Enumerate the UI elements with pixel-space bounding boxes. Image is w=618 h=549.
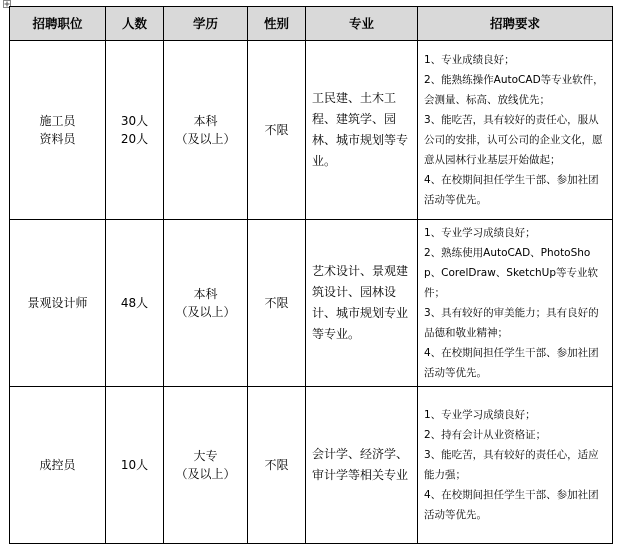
- header-gender: 性别: [248, 7, 306, 41]
- header-requirements: 招聘要求: [418, 7, 613, 41]
- header-major: 专业: [306, 7, 418, 41]
- requirements-cell: 1、专业学习成绩良好； 2、熟练使用AutoCAD、PhotoShop、CorelDraw、SketchUp等专业软件； 3、具有较好的审美能力；具有良好的品德和敬业精神； 4、在校期间担任学生干部、参加社团活动等优先。: [418, 220, 613, 387]
- education-cell: 大专 （及以上）: [164, 387, 248, 544]
- requirements-cell: 1、专业学习成绩良好； 2、持有会计从业资格证； 3、能吃苦，具有较好的责任心，适应能力强； 4、在校期间担任学生干部、参加社团活动等优先。: [418, 387, 613, 544]
- header-education: 学历: [164, 7, 248, 41]
- gender-cell: 不限: [248, 220, 306, 387]
- position-cell: 施工员 资料员: [10, 41, 106, 220]
- position-cell: 景观设计师: [10, 220, 106, 387]
- header-row: [10, 7, 613, 41]
- table-row: [10, 41, 613, 220]
- requirements-cell: 1、专业成绩良好； 2、能熟练操作AutoCAD等专业软件，会测量、标高、放线优先； 3、能吃苦，具有较好的责任心，服从公司的安排，认可公司的企业文化，愿意从园林行业基层开始做起； 4、在校期间担任学生干部、参加社团活动等优先。: [418, 41, 613, 220]
- position-cell: 成控员: [10, 387, 106, 544]
- header-position: 招聘职位: [10, 7, 106, 41]
- count-cell: 10人: [106, 387, 164, 544]
- education-cell: 本科 （及以上）: [164, 41, 248, 220]
- header-count: 人数: [106, 7, 164, 41]
- major-cell: 艺术设计、景观建筑设计、园林设计、城市规划专业等专业。: [306, 220, 418, 387]
- gender-cell: 不限: [248, 41, 306, 220]
- count-cell: 30人 20人: [106, 41, 164, 220]
- table-row: [10, 387, 613, 544]
- table-row: [10, 220, 613, 387]
- recruitment-table: [9, 6, 613, 544]
- education-cell: 本科 （及以上）: [164, 220, 248, 387]
- major-cell: 工民建、土木工程、建筑学、园林、城市规划等专业。: [306, 41, 418, 220]
- major-cell: 会计学、经济学、审计学等相关专业: [306, 387, 418, 544]
- count-cell: 48人: [106, 220, 164, 387]
- gender-cell: 不限: [248, 387, 306, 544]
